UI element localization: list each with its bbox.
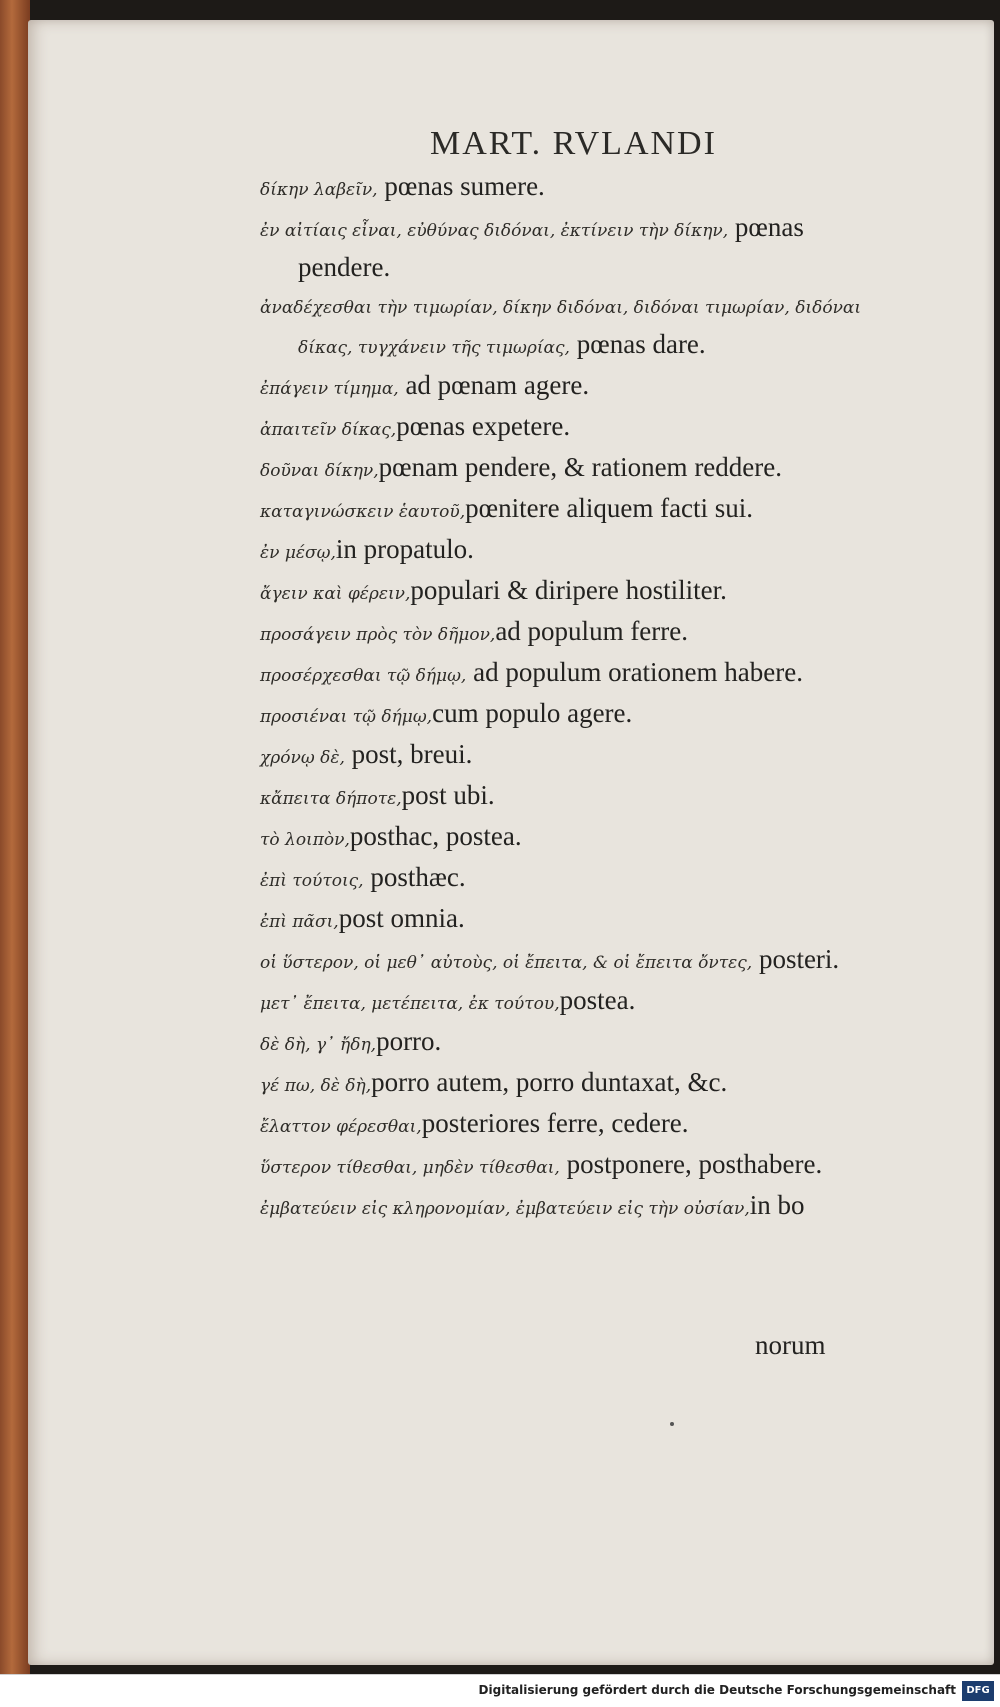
latin-gloss: pœnas dare.	[569, 329, 706, 359]
greek-phrase: δίκην λαβεῖν,	[260, 180, 378, 200]
latin-gloss: cum populo agere.	[432, 698, 633, 728]
latin-gloss: in propatulo.	[335, 534, 474, 564]
latin-gloss: postea.	[559, 985, 636, 1015]
dictionary-entry	[260, 367, 880, 407]
greek-phrase: ἔλαττον φέρεσθαι,	[260, 1117, 422, 1137]
dictionary-entry	[260, 654, 880, 694]
dictionary-entry	[260, 1105, 880, 1145]
greek-phrase: οἱ ὕστερον, οἱ μεθ᾽ αὐτοὺς, οἱ ἔπειτα, & οἱ ἔπειτα ὄντες,	[260, 953, 753, 973]
latin-gloss: pœnas pendere.	[298, 212, 804, 282]
greek-phrase: καταγινώσκειν ἑαυτοῦ,	[260, 502, 466, 522]
dictionary-entry	[260, 1023, 880, 1063]
latin-gloss: pœnas expetere.	[396, 411, 571, 441]
greek-phrase: προσιέναι τῷ δήμῳ,	[260, 707, 433, 727]
dictionary-entry	[260, 1146, 880, 1186]
latin-gloss: porro autem, porro duntaxat, &c.	[371, 1067, 728, 1097]
dictionary-entry	[260, 1064, 880, 1104]
latin-gloss: posthæc.	[363, 862, 466, 892]
latin-gloss: postponere, posthabere.	[559, 1149, 823, 1179]
footer-credit: Digitalisierung gefördert durch die Deutsche Forschungsgemeinschaft	[478, 1683, 956, 1697]
greek-phrase: ἐπὶ τούτοις,	[260, 871, 364, 891]
dictionary-entry	[260, 286, 880, 366]
dictionary-entry	[260, 490, 880, 530]
latin-gloss: post ubi.	[401, 780, 495, 810]
dictionary-entry	[260, 695, 880, 735]
greek-phrase: γέ πω, δὲ δὴ,	[260, 1076, 372, 1096]
dictionary-entry	[260, 408, 880, 448]
book-edge	[0, 0, 30, 1707]
greek-phrase: προσάγειν πρὸς τὸν δῆμον,	[260, 625, 496, 645]
dictionary-entry	[260, 1187, 880, 1227]
latin-gloss: posthac, postea.	[349, 821, 522, 851]
greek-phrase: χρόνῳ δὲ,	[260, 748, 345, 768]
dictionary-entry	[260, 209, 880, 285]
page-mark	[670, 1422, 674, 1426]
dfg-logo: DFG	[962, 1681, 994, 1701]
dictionary-entry	[260, 777, 880, 817]
dictionary-entry	[260, 736, 880, 776]
footer-bar	[0, 1674, 1000, 1707]
latin-gloss: posteriores ferre, cedere.	[421, 1108, 689, 1138]
dictionary-entry	[260, 818, 880, 858]
latin-gloss: ad populum orationem habere.	[466, 657, 803, 687]
dictionary-entry	[260, 168, 880, 208]
greek-phrase: ἐπάγειν τίμημα,	[260, 379, 399, 399]
dictionary-entry	[260, 572, 880, 612]
greek-phrase: ὕστερον τίθεσθαι, μηδὲν τίθεσθαι,	[260, 1158, 560, 1178]
latin-gloss: ad pœnam agere.	[398, 370, 590, 400]
greek-phrase: προσέρχεσθαι τῷ δήμῳ,	[260, 666, 467, 686]
catchword: norum	[755, 1330, 826, 1360]
latin-gloss: ad populum ferre.	[495, 616, 689, 646]
greek-phrase: ἀναδέχεσθαι τὴν τιμωρίαν, δίκην διδόναι, διδόναι τιμωρίαν, διδόναι δίκας, τυγχάνειν τῆς τιμωρίας,	[260, 298, 862, 358]
greek-phrase: ἐμβατεύειν εἰς κληρονομίαν, ἐμβατεύειν εἰς τὴν οὐσίαν,	[260, 1199, 750, 1219]
latin-gloss: pœnitere aliquem facti sui.	[465, 493, 754, 523]
latin-gloss: pœnas sumere.	[377, 171, 545, 201]
dictionary-entry	[260, 941, 880, 981]
latin-gloss: populari & diripere hostiliter.	[410, 575, 727, 605]
greek-phrase: ἐν μέσῳ,	[260, 543, 336, 563]
dictionary-entry	[260, 859, 880, 899]
latin-gloss: pœnam pendere, & rationem reddere.	[378, 452, 782, 482]
dictionary-entry	[260, 900, 880, 940]
dictionary-entry	[260, 613, 880, 653]
greek-phrase: μετ᾽ ἔπειτα, μετέπειτα, ἐκ τούτου,	[260, 994, 560, 1014]
greek-phrase: ἐν αἰτίαις εἶναι, εὐθύνας διδόναι, ἐκτίνειν τὴν δίκην,	[260, 221, 729, 241]
latin-gloss: post, breui.	[344, 739, 473, 769]
greek-phrase: κἄπειτα δήποτε,	[260, 789, 402, 809]
dictionary-entry	[260, 531, 880, 571]
greek-phrase: δοῦναι δίκην,	[260, 461, 379, 481]
latin-gloss: post omnia.	[338, 903, 465, 933]
greek-phrase: τὸ λοιπὸν,	[260, 830, 350, 850]
dictionary-entry	[260, 449, 880, 489]
greek-phrase: ἀπαιτεῖν δίκας,	[260, 420, 397, 440]
latin-gloss: porro.	[376, 1026, 442, 1056]
entries-list	[260, 168, 880, 1228]
greek-phrase: ἐπὶ πᾶσι,	[260, 912, 339, 932]
greek-phrase: δὲ δὴ, γ᾽ ἤδη,	[260, 1035, 377, 1055]
latin-gloss: in bo	[749, 1190, 805, 1220]
dictionary-entry	[260, 982, 880, 1022]
greek-phrase: ἄγειν καὶ φέρειν,	[260, 584, 411, 604]
latin-gloss: posteri.	[752, 944, 840, 974]
running-title: MART. RVLANDI	[430, 125, 717, 162]
